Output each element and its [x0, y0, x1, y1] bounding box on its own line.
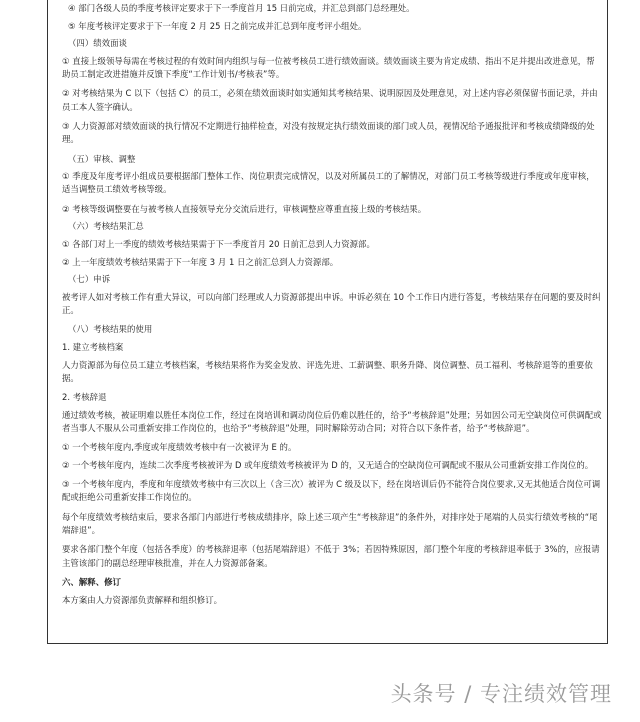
section-heading-appeal: （七）申诉 — [68, 274, 111, 285]
dismissal-rate-paragraph: 要求各部门整个年度（包括各季度）的考核辞退率（包括尾端辞退）不低于 3%；若因特殊原因，部门整个年度的考核辞退率低于 3%的，应报请主管该部门的副总经理审核批准，并在人力资源部备案。 — [62, 544, 600, 568]
section-heading-usage: （八）考核结果的使用 — [68, 324, 153, 335]
dismissal-condition-1: ① 一个考核年度内,季度或年度绩效考核中有一次被评为 E 的。 — [62, 442, 297, 453]
interview-item-2: ② 对考核结果为 C 以下（包括 C）的员工，必须在绩效面谈时如实通知其考核结果、说明原因及处理意见，对上述内容必须保留书面记录，并由员工本人签字确认。 — [62, 88, 598, 112]
section-heading-interpretation: 六、解释、修订 — [62, 577, 121, 588]
interview-item-1: ① 直接上级领导每需在考核过程的有效时间内组织与每一位被考核员工进行绩效面谈。绩效面谈主要为肯定成绩、指出不足并提出改进意见，帮助员工制定改进措施并反馈下季度“工作计划书/考核表”等。 — [62, 55, 595, 79]
dismissal-paragraph: 通过绩效考核，被证明难以胜任本岗位工作，经过在岗培训和调动岗位后仍难以胜任的，给予“考核辞退”处理；另如因公司无空缺岗位可供调配或者当事人不服从公司重新安排工作岗位的，也给予“考核辞退”处理，同时解除劳动合同；对符合以下条件者，给予“考核辞退”。 — [62, 409, 602, 433]
summary-item-1: ① 各部门对上一季度的绩效考核结果需于下一季度首月 20 日前汇总到人力资源部。 — [62, 238, 375, 249]
usage-paragraph-1: 人力资源部为每位员工建立考核档案，考核结果将作为奖金发放、评选先进、工薪调整、职务升降、岗位调整、员工福利、考核辞退等的重要依据。 — [62, 359, 593, 383]
dismissal-condition-2: ② 一个考核年度内，连续二次季度考核被评为 D 或年度绩效考核被评为 D 的，又无适合的空缺岗位可调配或不服从公司重新安排工作岗位的。 — [62, 459, 594, 470]
clause-4-item-4: ④ 部门各级人员的季度考核评定要求于下一季度首月 15 日前完成，并汇总到部门总经理处。 — [68, 3, 415, 13]
appeal-paragraph: 被考评人如对考核工作有重大异议，可以向部门经理或人力资源部提出申诉。申诉必须在 10 个工作日内进行答复，考核结果存在问题的要及时纠正。 — [62, 291, 601, 315]
document-body — [58, 2, 603, 611]
interpretation-paragraph: 本方案由人力资源部负责解释和组织修订。 — [62, 594, 223, 605]
section-heading-summary: （六）考核结果汇总 — [68, 221, 144, 232]
tail-dismissal-paragraph: 每个年度绩效考核结束后，要求各部门内部进行考核成绩排序，除上述三项产生“考核辞退”的条件外，对排序处于尾端的人员实行绩效考核的“尾端辞退”。 — [62, 511, 598, 536]
section-heading-review: （五）审核、调整 — [68, 153, 136, 164]
usage-subheading-1: 1. 建立考核档案 — [62, 341, 124, 352]
watermark: 头条号 / 专注绩效管理 — [390, 682, 612, 706]
review-item-1: ① 季度及年度考评小组成员要根据部门整体工作、岗位职责完成情况，以及对所属员工的了解情况，对部门员工考核等级进行季度或年度审核，适当调整员工绩效考核等级。 — [62, 171, 595, 195]
dismissal-condition-3: ③ 一个考核年度内，季度和年度绩效考核中有三次以上（含三次）被评为 C 级及以下，经在岗培训后仍不能符合岗位要求,又无其他适合岗位可调配或拒绝公司重新安排工作岗位的。 — [62, 479, 601, 503]
clause-4-item-5: ⑤ 年度考核评定要求于下一年度 2 月 25 日之前完成并汇总到年度考评小组处。 — [68, 20, 367, 31]
summary-item-2: ② 上一年度绩效考核结果需于下一年度 3 月 1 日之前汇总到人力资源部。 — [62, 256, 339, 267]
review-item-2: ② 考核等级调整要在与被考核人直接领导充分交流后进行，审核调整应尊重直接上级的考核结果。 — [62, 203, 427, 214]
section-heading-interview: （四）绩效面谈 — [68, 38, 127, 49]
interview-item-3: ③ 人力资源部对绩效面谈的执行情况不定期进行抽样检查，对没有按规定执行绩效面谈的部门或人员，视情况给予通报批评和考核成绩降级的处理。 — [62, 120, 595, 145]
usage-subheading-2: 2. 考核辞退 — [62, 392, 107, 403]
